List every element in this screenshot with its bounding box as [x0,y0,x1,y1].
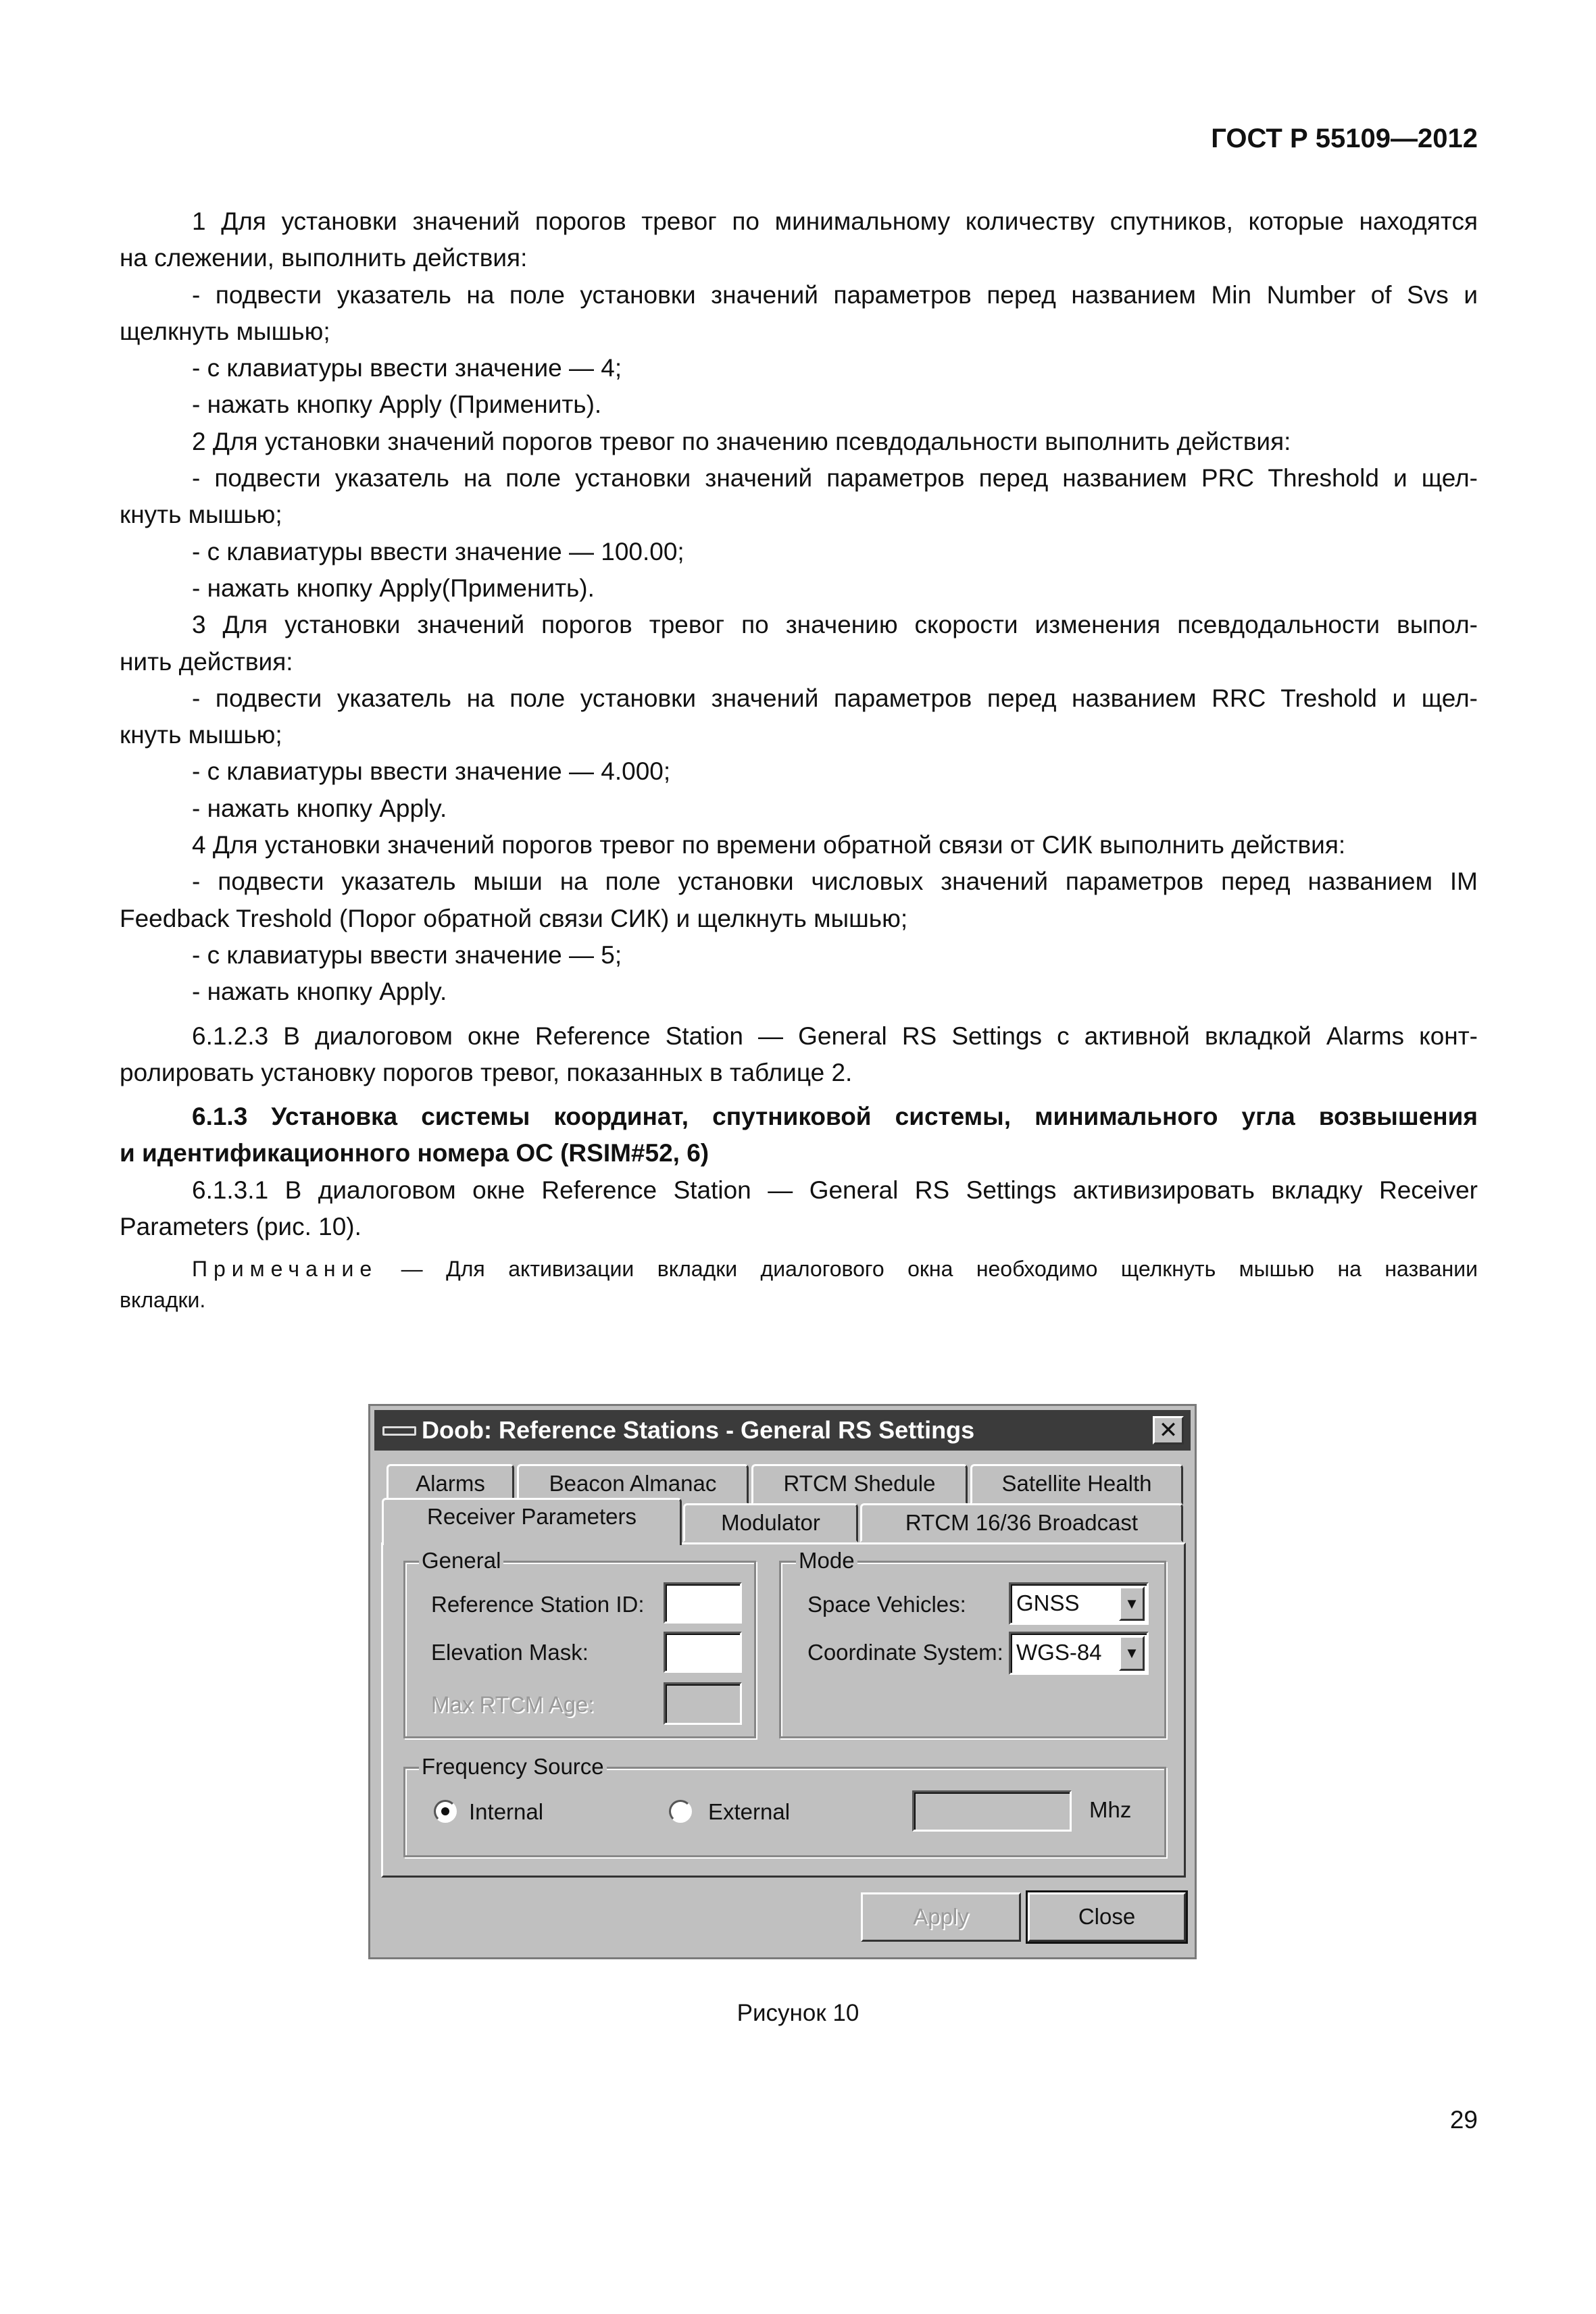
text-line: 4 Для установки значений порогов тревог по времени обратной связи от СИК выполнить действия: [192,831,1346,859]
text-line: 6.1.3.1 В диалоговом окне Reference Station — General RS Settings активизировать вкладку Receiver [192,1176,1478,1204]
text-line: - с клавиатуры ввести значение — 100.00; [192,537,684,565]
max-rtcm-age-label: Max RTCM Age: [431,1692,595,1717]
text-line: - подвести указатель мыши на поле установки числовых значений параметров перед названием IM [192,867,1478,896]
text-line: щелкнуть мышью; [120,317,330,345]
text-line: - нажать кнопку Apply(Применить). [192,574,595,602]
text-line: - подвести указатель на поле установки значений параметров перед названием Min Number of Svs и [192,280,1478,309]
tab-modulator[interactable]: Modulator [683,1503,858,1542]
tab-receiver-parameters[interactable]: Receiver Parameters [382,1498,682,1545]
radio-selected-dot [441,1807,449,1815]
frequency-source-title: Frequency Source [419,1755,607,1778]
text-line: - нажать кнопку Apply (Применить). [192,391,602,419]
ref-station-id-label: Reference Station ID: [431,1592,645,1617]
document-header: ГОСТ Р 55109—2012 [1211,124,1478,153]
max-rtcm-age-input [664,1682,742,1725]
tab-rtcm-shedule[interactable]: RTCM Shedule [751,1464,968,1505]
rs-settings-dialog [368,1404,1197,1959]
paragraph [120,790,1478,827]
text-line: - с клавиатуры ввести значение — 4; [192,354,622,382]
text-line: и идентификационного номера ОС (RSIM#52, 6) [120,1139,709,1167]
document-body [120,203,1478,1315]
internal-radio[interactable] [434,1800,457,1823]
text-line: Feedback Treshold (Порог обратной связи СИК) и щелкнуть мышью; [120,904,908,932]
paragraph [120,424,1478,460]
paragraph [120,1018,1478,1092]
text-line: - подвести указатель на поле установки значений параметров перед названием RRC Treshold и щел- [192,684,1478,712]
close-button[interactable]: Close [1028,1892,1186,1942]
section-heading [120,1099,1478,1172]
text-line: на слежении, выполнить действия: [120,244,528,272]
external-radio[interactable] [669,1800,692,1823]
paragraph [120,1172,1478,1246]
paragraph [120,350,1478,386]
note-label: Примечание [192,1257,378,1282]
tab-alarms[interactable]: Alarms [386,1464,514,1505]
chevron-down-icon[interactable]: ▼ [1119,1586,1145,1621]
elevation-mask-input[interactable] [664,1632,742,1673]
paragraphs [120,203,1478,1245]
text-line: - с клавиатуры ввести значение — 4.000; [192,757,671,786]
text-line: нить действия: [120,647,293,676]
text-line: 6.1.3 Установка системы координат, спутниковой системы, минимального угла возвышения [192,1103,1478,1131]
text-line: 3 Для установки значений порогов тревог по значению скорости изменения псевдодальности выпол- [192,611,1478,639]
paragraph [120,753,1478,790]
frequency-unit: Mhz [1089,1797,1132,1822]
note [120,1253,1478,1315]
paragraph [120,570,1478,607]
text-line: 6.1.2.3 В диалоговом окне Reference Station — General RS Settings с активной вкладкой Alarms конт- [192,1022,1478,1050]
text-line: ролировать установку порогов тревог, показанных в таблице 2. [120,1058,853,1086]
paragraph [120,460,1478,534]
note-text: — Для активизации вкладки диалогового окна необходимо щелкнуть мышью на названии [378,1257,1478,1282]
text-line: 2 Для установки значений порогов тревог по значению псевдодальности выполнить действия: [192,427,1291,455]
tab-rtcm-16-36-broadcast[interactable]: RTCM 16/36 Broadcast [860,1503,1183,1542]
external-label[interactable]: External [708,1799,791,1824]
tab-satellite-health[interactable]: Satellite Health [970,1464,1183,1505]
paragraph [120,974,1478,1010]
system-menu-icon[interactable] [382,1426,416,1436]
tab-beacon-almanac[interactable]: Beacon Almanac [517,1464,749,1505]
paragraph [120,827,1478,863]
dialog-title: Doob: Reference Stations - General RS Settings [422,1416,975,1444]
elevation-mask-label: Elevation Mask: [431,1640,589,1665]
space-vehicles-select[interactable] [1009,1582,1149,1625]
general-group-title: General [419,1549,503,1572]
text-line: кнуть мышью; [120,721,282,749]
note-line-1 [120,1253,1478,1284]
paragraph [120,680,1478,754]
text-line: Parameters (рис. 10). [120,1213,361,1241]
internal-label[interactable]: Internal [469,1799,544,1824]
text-line: кнуть мышью; [120,501,282,529]
chevron-down-icon[interactable]: ▼ [1119,1636,1145,1671]
coordinate-system-select[interactable] [1009,1632,1149,1675]
paragraph [120,863,1478,937]
frequency-input [912,1790,1072,1832]
text-line: - с клавиатуры ввести значение — 5; [192,940,622,969]
space-vehicles-label: Space Vehicles: [807,1592,966,1617]
paragraph [120,937,1478,974]
paragraph [120,203,1478,277]
paragraph [120,607,1478,680]
page-number: 29 [1449,2106,1478,2134]
space-vehicles-value: GNSS [1016,1590,1080,1615]
ref-station-id-input[interactable] [664,1582,742,1624]
apply-button[interactable]: Apply [861,1892,1021,1942]
close-icon[interactable]: ✕ [1153,1416,1184,1444]
paragraph [120,534,1478,570]
text-line: 1 Для установки значений порогов тревог по минимальному количеству спутников, которые находятся [192,207,1478,235]
title-bar[interactable] [374,1410,1191,1451]
paragraph [120,386,1478,423]
coordinate-system-label: Coordinate System: [807,1640,1003,1665]
note-line-2: вкладки. [120,1288,206,1313]
text-line: - нажать кнопку Apply. [192,978,447,1006]
coordinate-system-value: WGS-84 [1016,1640,1102,1665]
paragraph [120,277,1478,351]
text-line: - нажать кнопку Apply. [192,794,447,822]
figure-caption: Рисунок 10 [737,2000,859,2026]
mode-group-title: Mode [796,1549,857,1572]
text-line: - подвести указатель на поле установки значений параметров перед названием PRC Threshold и щел- [192,464,1478,493]
